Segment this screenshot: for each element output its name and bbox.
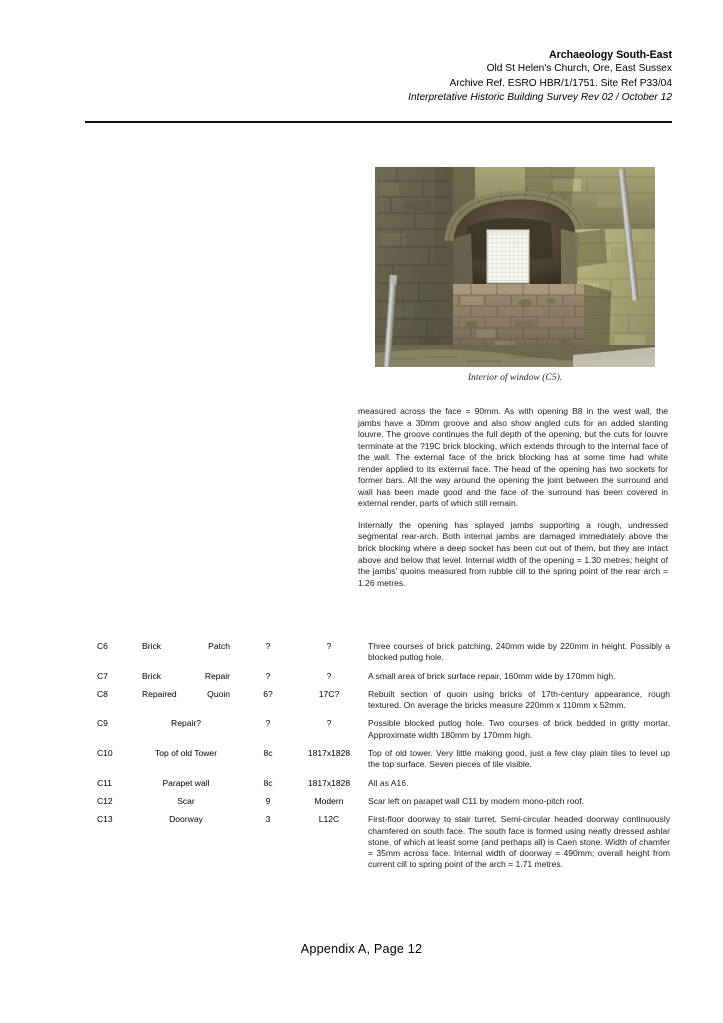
figure-photo: [375, 167, 655, 367]
row-description: Scar left on parapet wall C11 by modern mono-pitch roof.: [368, 795, 584, 806]
table-row: [90, 641, 670, 664]
row-id: C12: [97, 795, 113, 806]
row-description: Top of old tower. Very little making good, just a few clay plain tiles to level up the top surface. Seven pieces of tile visible.: [368, 748, 670, 770]
row-name: Repair?: [171, 718, 201, 729]
row-date: ?: [326, 718, 332, 729]
row-name: Scar: [177, 795, 195, 806]
header-organisation: Archaeology South-East: [548, 49, 672, 61]
row-description: Rebuilt section of quoin using bricks of 17th-century appearance, rough textured. On average the bricks measure 220mm x 110mm x 52mm.: [368, 688, 670, 711]
row-date: 1817x1828: [307, 748, 351, 759]
header-archive-ref: Archive Ref. ESRO HBR/1/1751. Site Ref P33/04: [449, 77, 672, 89]
row-id: C9: [97, 718, 108, 729]
row-name: Brick Patch: [142, 641, 230, 651]
row-phase: ?: [265, 718, 271, 729]
body-text-column: [358, 406, 668, 599]
row-date: ?: [326, 641, 332, 651]
row-date: ?: [326, 670, 332, 681]
row-date: L12C: [318, 814, 340, 825]
table-row: [90, 796, 670, 807]
figure-photo-container: [375, 167, 655, 367]
row-phase: 9: [265, 795, 271, 806]
row-date: Modern: [314, 795, 344, 806]
row-phase: ?: [265, 670, 271, 681]
photo-illustration: [375, 167, 655, 367]
row-id: C7: [97, 670, 108, 681]
row-phase: 3: [265, 814, 271, 825]
row-date: 1817x1828: [307, 777, 351, 788]
table-row: [90, 671, 670, 682]
table-row: [90, 778, 670, 789]
header-survey-title: Interpretative Historic Building Survey Rev 02 / October 12: [408, 92, 672, 104]
table-row: [90, 814, 670, 870]
table-row: [90, 689, 670, 712]
row-phase: ?: [265, 641, 271, 651]
row-name: Brick Repair: [142, 670, 230, 681]
row-phase: 8c: [263, 777, 273, 788]
context-table: [90, 641, 670, 878]
row-id: C8: [97, 688, 108, 699]
row-description: Possible blocked putlog hole. Two courses of brick bedded in gritty mortar. Approximate width 180mm by 170mm high.: [368, 718, 670, 740]
table-row: [90, 718, 670, 741]
row-date: 17C?: [318, 688, 340, 699]
header-site: Old St Helen's Church, Ore, East Sussex: [486, 63, 672, 75]
row-id: C6: [97, 641, 108, 651]
page-footer: Appendix A, Page 12: [300, 942, 423, 956]
body-paragraph-1: measured across the face = 90mm. As with opening B8 in the west wall, the jambs have a 30mm groove and also show angled cuts for an added slanting louvre. The groove continues the full depth of the opening, but the cuts for louvre terminate at the ?19C brick blocking, which extends through to the internal face of the wall. The external face of the brick blocking has at some time had white render applied to its external face. The head of the opening has two sockets for former bars. All the way around the opening the joint between the surround and wall has been made good and the face of the surround has been covered in external render, parts of which still remain.: [358, 406, 668, 509]
row-phase: 6?: [263, 688, 273, 699]
body-paragraph-2: Internally the opening has splayed jambs supporting a rough, undressed segmental rear-arch. Both internal jambs are damaged immediately above the brick blocking where a deep socket has been cut out of them, but they are intact above and below that level. Internal width of the opening = 1.30 metres; height of the jambs' quoins measured from rubble cill to the spring point of the rear arch = 1.26 metres.: [358, 519, 668, 588]
row-name: Repaired Quoin: [142, 688, 230, 699]
row-phase: 8c: [263, 748, 273, 759]
page-header: [85, 48, 672, 106]
row-name: Doorway: [169, 814, 203, 825]
row-name: Top of old Tower: [154, 748, 218, 759]
row-id: C11: [97, 777, 113, 788]
figure-caption: Interior of window (C5).: [467, 372, 563, 383]
row-id: C10: [97, 748, 113, 759]
row-id: C13: [97, 814, 113, 825]
row-name: Parapet wall: [162, 777, 210, 788]
header-divider: [85, 121, 672, 123]
row-description: Three courses of brick patching, 240mm wide by 220mm in height. Possibly a blocked putlog hole.: [368, 641, 670, 663]
row-description: A small area of brick surface repair, 160mm wide by 170mm high.: [368, 670, 616, 681]
row-description: All as A16.: [368, 777, 409, 788]
row-description: First-floor doorway to stair turret. Semi-circular headed doorway continuously chamfered on south face. The south face is formed using neatly dressed ashlar stone, of which at least some (and perhaps all) is Caen stone. Width of chamfer = 35mm across face. Internal width of doorway = 490mm; overall height from current cill to spring point of the arch = 1.71 metres.: [368, 814, 670, 870]
table-row: [90, 748, 670, 771]
